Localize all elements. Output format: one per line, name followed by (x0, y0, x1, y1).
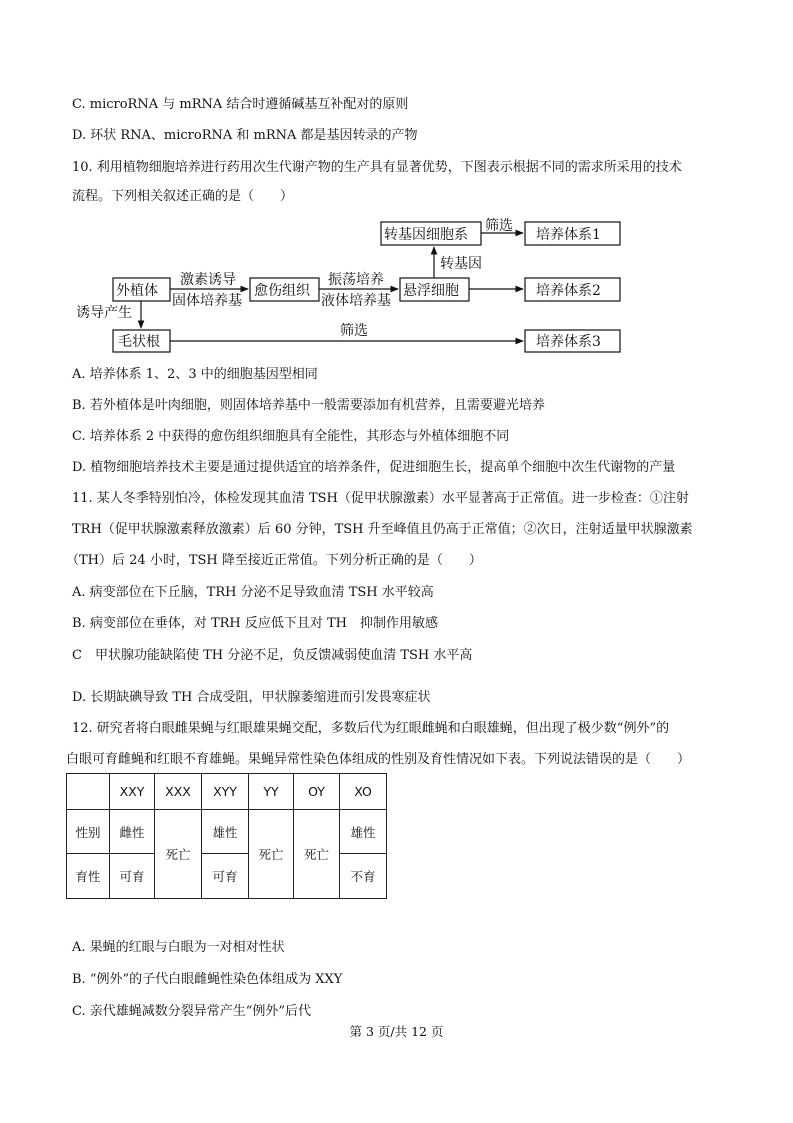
label-hormone-induction: 激素诱导 (180, 272, 236, 288)
label-solid-medium: 固体培养基 (172, 293, 242, 309)
option-c-q9: C. microRNA 与 mRNA 结合时遵循碱基互补配对的原则 (72, 97, 409, 112)
question-11-option-a: A. 病变部位在下丘脑，TRH 分泌不足导致血清 TSH 水平较高 (72, 585, 434, 600)
label-transgenic-cells: 转基因细胞系 (384, 227, 468, 243)
label-screen-top: 筛选 (485, 218, 513, 234)
label-explant: 外植体 (116, 283, 158, 299)
question-10-option-d: D. 植物细胞培养技术主要是通过提供适宜的培养条件，促进细胞生长，提高单个细胞中次生代谢物的产量 (72, 460, 676, 475)
cell-xxy-fertility: 可育 (110, 854, 155, 899)
table-header-cell: OY (294, 774, 340, 810)
question-12-option-b: B. “例外”的子代白眼雌蝇性染色体组成为 XXY (72, 972, 343, 987)
table-header-cell: XXY (110, 774, 155, 810)
cell-yy-merged: 死亡 (249, 810, 294, 899)
question-11-option-d: D. 长期缺碘导致 TH 合成受阻，甲状腺萎缩进而引发畏寒症状 (72, 690, 431, 705)
question-11-option-c: C 甲状腺功能缺陷使 TH 分泌不足，负反馈减弱使血清 TSH 水平高 (72, 648, 473, 663)
label-screen-bottom: 筛选 (340, 323, 368, 339)
question-10-stem-line2: 流程。下列相关叙述正确的是（ ） (72, 189, 294, 204)
question-11-stem-line2: TRH（促甲状腺激素释放激素）后 60 分钟，TSH 升至峰值且仍高于正常值；②次日，注射适量甲状腺激素 (72, 522, 693, 537)
cell-oy-merged: 死亡 (294, 810, 340, 899)
label-culture-1: 培养体系1 (536, 227, 601, 243)
row-label-fertility: 育性 (67, 854, 110, 899)
cell-xyy-fertility: 可育 (202, 854, 249, 899)
table-header-cell: YY (249, 774, 294, 810)
question-11-stem-line1: 11. 某人冬季特别怕冷，体检发现其血清 TSH（促甲状腺激素）水平显著高于正常值。进一步检查：①注射 (72, 491, 689, 506)
page-footer: 第 3 页/共 12 页 (349, 1024, 444, 1039)
question-10-option-c: C. 培养体系 2 中获得的愈伤组织细胞具有全能性，其形态与外植体细胞不同 (72, 429, 510, 444)
table-header-row (67, 774, 387, 810)
question-10-option-b: B. 若外植体是叶肉细胞，则固体培养基中一般需要添加有机营养，且需要避光培养 (72, 398, 545, 413)
culture-flow-diagram (0, 210, 793, 360)
label-shake-culture: 振荡培养 (328, 272, 384, 288)
table-cell (67, 774, 110, 810)
label-transgene: 转基因 (440, 256, 482, 272)
label-hairy-root: 毛状根 (118, 334, 160, 350)
cell-xo-fertility: 不育 (340, 854, 387, 899)
option-d-q9: D. 环状 RNA、microRNA 和 mRNA 都是基因转录的产物 (72, 128, 418, 143)
cell-xyy-sex: 雄性 (202, 810, 249, 854)
label-callus: 愈伤组织 (254, 283, 310, 299)
sex-chromosome-table (66, 773, 387, 899)
question-12-stem-line2: 白眼可育雌蝇和红眼不育雄蝇。果蝇异常性染色体组成的性别及育性情况如下表。下列说法错误的是（ ） (66, 752, 691, 767)
question-10-stem-line1: 10. 利用植物细胞培养进行药用次生代谢产物的生产具有显著优势，下图表示根据不同的需求所采用的技术 (72, 160, 682, 175)
question-12-stem-line1: 12. 研究者将白眼雌果蝇与红眼雄果蝇交配，多数后代为红眼雌蝇和白眼雄蝇，但出现了极少数“例外”的 (72, 721, 670, 736)
table-header-cell: XYY (202, 774, 249, 810)
table-header-cell: XXX (155, 774, 202, 810)
table-row (67, 810, 387, 854)
cell-xxy-sex: 雌性 (110, 810, 155, 854)
question-10-option-a: A. 培养体系 1、2、3 中的细胞基因型相同 (72, 367, 318, 382)
question-12-option-c: C. 亲代雄蝇减数分裂异常产生“例外”后代 (72, 1004, 312, 1019)
label-culture-3: 培养体系3 (536, 334, 601, 350)
question-12-option-a: A. 果蝇的红眼与白眼为一对相对性状 (72, 940, 285, 955)
table-header-cell: XO (340, 774, 387, 810)
cell-xxx-merged: 死亡 (155, 810, 202, 899)
label-suspension-cells: 悬浮细胞 (403, 283, 459, 299)
label-induced-production: 诱导产生 (76, 305, 132, 321)
question-11-option-b: B. 病变部位在垂体，对 TRH 反应低下且对 TH 抑制作用敏感 (72, 616, 439, 631)
label-culture-2: 培养体系2 (536, 283, 601, 299)
question-11-stem-line3: （TH）后 24 小时，TSH 降至接近正常值。下列分析正确的是（ ） (66, 553, 482, 568)
cell-xo-sex: 雄性 (340, 810, 387, 854)
row-label-sex: 性别 (67, 810, 110, 854)
label-liquid-medium: 液体培养基 (321, 293, 391, 309)
